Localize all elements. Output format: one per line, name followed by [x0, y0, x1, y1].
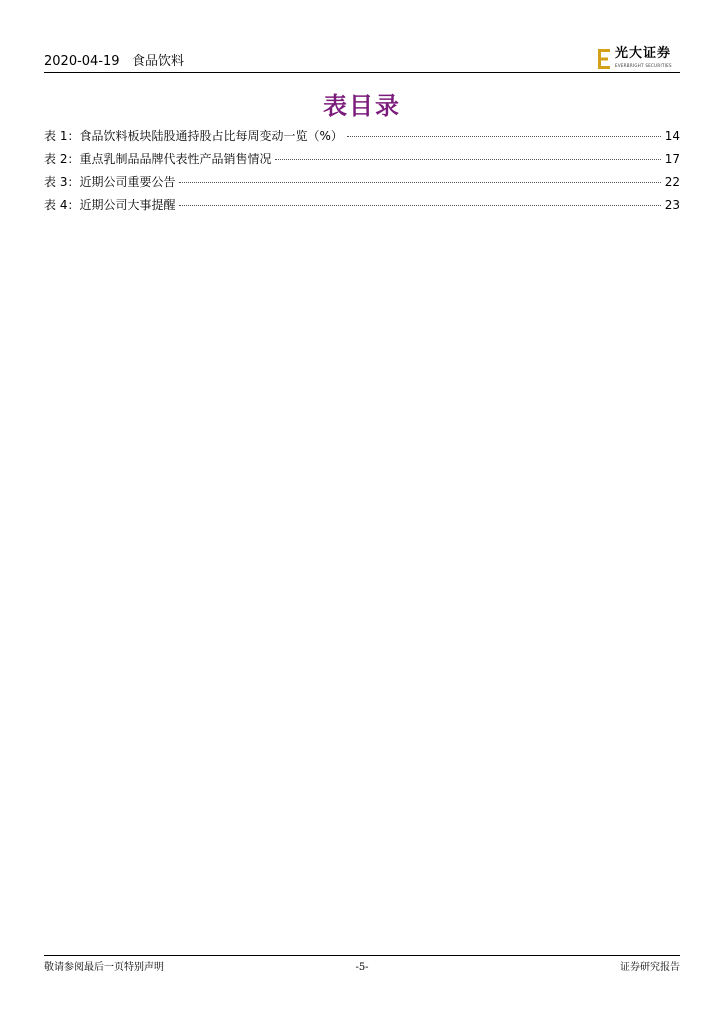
toc-entry-page: 23	[664, 198, 680, 212]
footer-page-number: -5-	[355, 962, 369, 973]
toc-entry-label: 表 2：重点乳制品品牌代表性产品销售情况	[44, 152, 272, 166]
company-logo	[598, 48, 680, 70]
page-header	[44, 48, 680, 73]
toc-entry-page: 14	[664, 129, 680, 143]
toc-leader-dots	[179, 182, 660, 183]
header-sector: 食品饮料	[132, 54, 185, 69]
toc-entry-page: 17	[664, 152, 680, 166]
toc-leader-dots	[179, 205, 660, 206]
toc-entry-label: 表 4：近期公司大事提醒	[44, 198, 176, 212]
toc-title: 表目录	[323, 91, 401, 120]
toc-list	[44, 128, 680, 220]
footer-report-type: 证券研究报告	[620, 962, 680, 973]
toc-entry-label: 表 3：近期公司重要公告	[44, 175, 176, 189]
toc-entry[interactable]	[44, 151, 680, 174]
toc-entry[interactable]	[44, 128, 680, 151]
toc-entry-page: 22	[664, 175, 680, 189]
logo-mark-icon	[598, 49, 612, 69]
header-date: 2020-04-19	[44, 54, 120, 69]
toc-entry-label: 表 1：食品饮料板块陆股通持股占比每周变动一览（%）	[44, 129, 343, 143]
toc-entry[interactable]	[44, 197, 680, 220]
logo-name: 光大证券	[615, 46, 672, 61]
logo-subtitle: EVERBRIGHT SECURITIES	[615, 63, 672, 68]
page-footer	[44, 955, 680, 980]
toc-leader-dots	[275, 159, 660, 160]
toc-entry[interactable]	[44, 174, 680, 197]
toc-leader-dots	[347, 136, 661, 137]
footer-disclaimer: 敬请参阅最后一页特别声明	[44, 962, 164, 973]
